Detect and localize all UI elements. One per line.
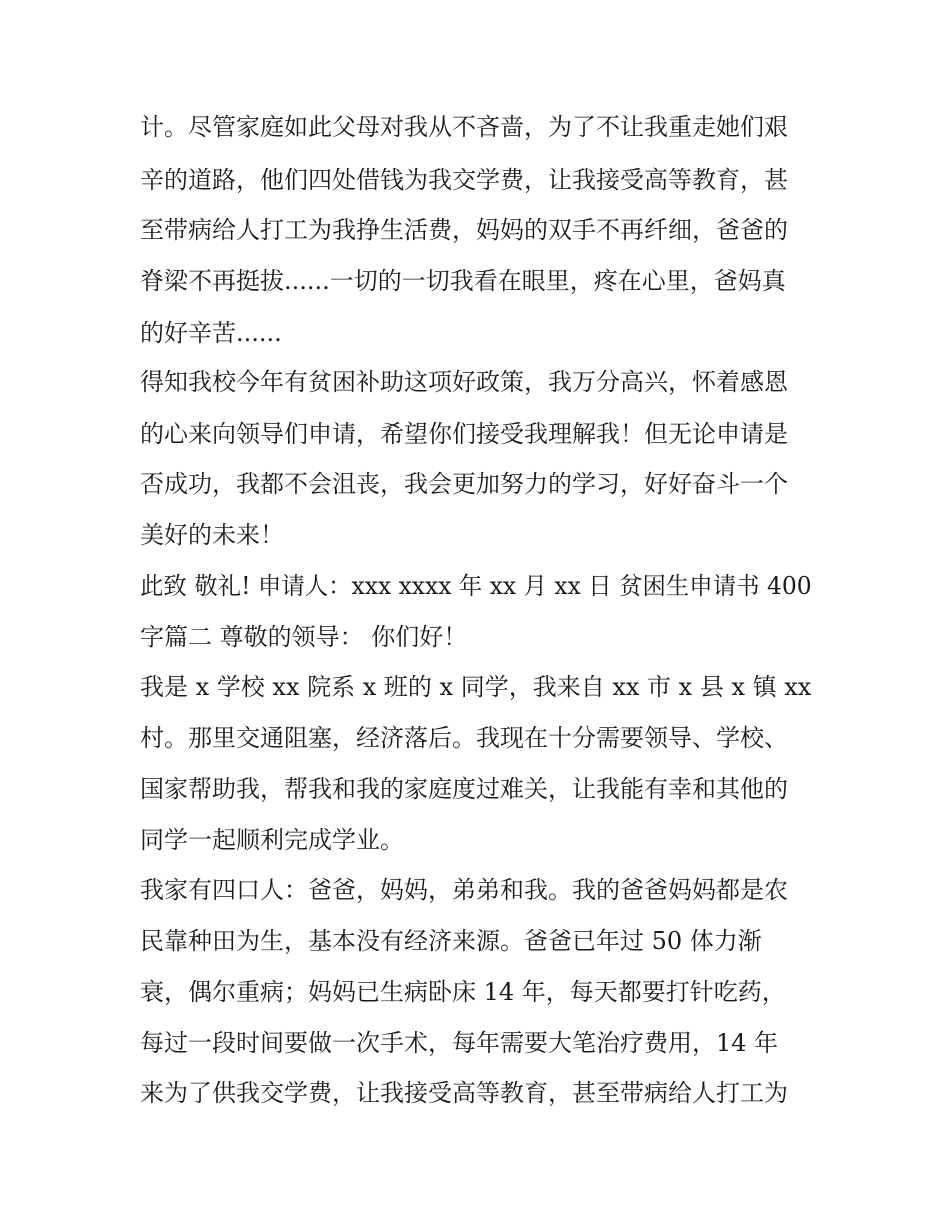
text-line: 此致 敬礼! 申请人：xxx xxxx 年 xx 月 xx 日 贫困生申请书 400 [140, 572, 812, 600]
text-line: 同学一起顺利完成学业。 [140, 826, 404, 854]
text-line: 衰，偶尔重病；妈妈已生病卧床 14 年，每天都要打针吃药， [140, 978, 786, 1006]
text-line: 辛的道路，他们四处借钱为我交学费，让我接受高等教育，甚 [140, 166, 788, 194]
text-line: 美好的未来！ [140, 521, 284, 549]
text-line: 计。尽管家庭如此父母对我从不吝啬，为了不让我重走她们艰 [140, 113, 788, 141]
text-line: 字篇二 尊敬的领导： 你们好！ [140, 623, 468, 651]
text-line: 的好辛苦...... [140, 319, 282, 347]
text-line: 我是 x 学校 xx 院系 x 班的 x 同学，我来自 xx 市 x 县 x 镇 xx [140, 673, 812, 701]
text-line: 民靠种田为生，基本没有经济来源。爸爸已年过 50 体力渐 [140, 927, 762, 955]
text-line: 国家帮助我，帮我和我的家庭度过难关，让我能有幸和其他的 [140, 775, 788, 803]
text-line: 每过一段时间要做一次手术，每年需要大笔治疗费用，14 年 [140, 1029, 779, 1057]
text-line: 至带病给人打工为我挣生活费，妈妈的双手不再纤细，爸爸的 [140, 216, 788, 244]
text-line: 来为了供我交学费，让我接受高等教育，甚至带病给人打工为 [140, 1079, 788, 1107]
text-line: 得知我校今年有贫困补助这项好政策，我万分高兴，怀着感恩 [140, 368, 788, 396]
text-line: 的心来向领导们申请，希望你们接受我理解我！但无论申请是 [140, 420, 788, 448]
text-line: 脊梁不再挺拔......一切的一切我看在眼里，疼在心里，爸妈真 [140, 267, 786, 295]
text-line: 否成功，我都不会沮丧，我会更加努力的学习，好好奋斗一个 [140, 470, 788, 498]
text-line: 村。那里交通阻塞，经济落后。我现在十分需要领导、学校、 [140, 724, 788, 752]
text-line: 我家有四口人：爸爸，妈妈，弟弟和我。我的爸爸妈妈都是农 [140, 876, 788, 904]
